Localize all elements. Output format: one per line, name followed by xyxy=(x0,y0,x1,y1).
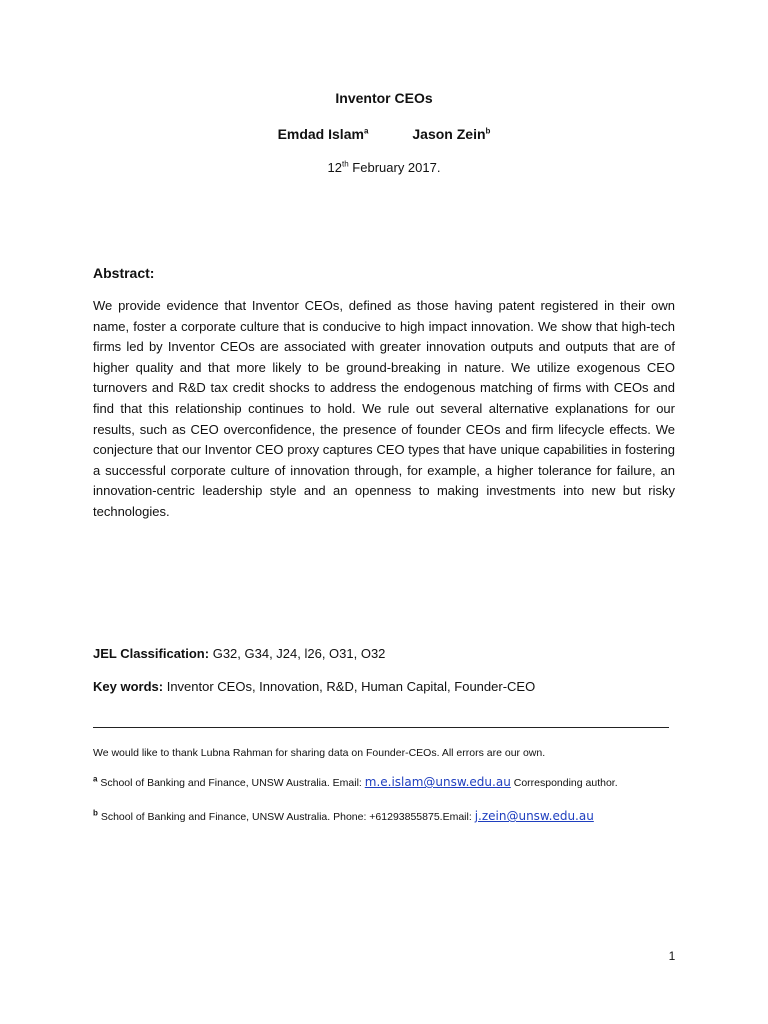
date-rest: February 2017. xyxy=(352,160,441,175)
author-affiliation-mark: b xyxy=(485,126,491,136)
footnote-note: Corresponding author. xyxy=(513,777,618,789)
author-affiliation-mark: a xyxy=(363,126,369,136)
footnote-divider xyxy=(93,727,669,728)
paper-title: Inventor CEOs xyxy=(335,90,433,106)
author-2 xyxy=(412,124,490,144)
jel-codes: G32, G34, J24, l26, O31, O32 xyxy=(212,646,386,661)
author-1 xyxy=(278,124,369,144)
keywords xyxy=(93,677,535,697)
abstract-heading: Abstract: xyxy=(93,265,155,281)
email-link[interactable]: m.e.islam@unsw.edu.au xyxy=(364,775,511,789)
footnote-affiliation-b xyxy=(93,808,693,825)
footnote-text: School of Banking and Finance, UNSW Australia. Phone: +61293855875.Email: xyxy=(100,811,472,823)
date-day: 12 xyxy=(327,160,342,175)
page-number: 1 xyxy=(668,949,676,963)
author-line xyxy=(0,124,768,144)
author-name: Jason Zein xyxy=(412,126,486,142)
footnote-acknowledgement: We would like to thank Lubna Rahman for sharing data on Founder-CEOs. All errors are our own. xyxy=(93,747,546,759)
footnote-text: School of Banking and Finance, UNSW Australia. Email: xyxy=(100,777,362,789)
date-suffix: th xyxy=(342,159,349,169)
footnote-affiliation-a xyxy=(93,774,693,791)
jel-label: JEL Classification: xyxy=(93,646,210,661)
keywords-label: Key words: xyxy=(93,679,164,694)
jel-classification xyxy=(93,644,385,664)
footnote-mark: b xyxy=(93,808,98,818)
author-name: Emdad Islam xyxy=(277,126,364,142)
publication-date xyxy=(0,158,768,178)
keywords-value: Inventor CEOs, Innovation, R&D, Human Capital, Founder-CEO xyxy=(166,679,536,694)
email-link[interactable]: j.zein@unsw.edu.au xyxy=(474,809,594,823)
abstract-body: We provide evidence that Inventor CEOs, defined as those having patent registered in their own name, foster a corporate culture that is conducive to high impact innovation. We show that high-tech firms led by Inventor CEOs are associated with greater innovation outputs and outputs that are of higher quality and that more likely to be ground-breaking in nature. We utilize exogenous CEO turnovers and R&D tax credit shocks to address the endogenous matching of firms with CEOs and find that this relationship continues to hold. We rule out several alternative explanations for our results, such as CEO overconfidence, the presence of founder CEOs and firm lifecycle effects. We conjecture that our Inventor CEO proxy captures CEO types that have unique capabilities in fostering a successful corporate culture of innovation through, for example, a higher tolerance for failure, an innovation-centric leadership style and an openness to making investments into new but risky technologies. xyxy=(93,298,675,519)
footnote-mark: a xyxy=(93,774,98,784)
